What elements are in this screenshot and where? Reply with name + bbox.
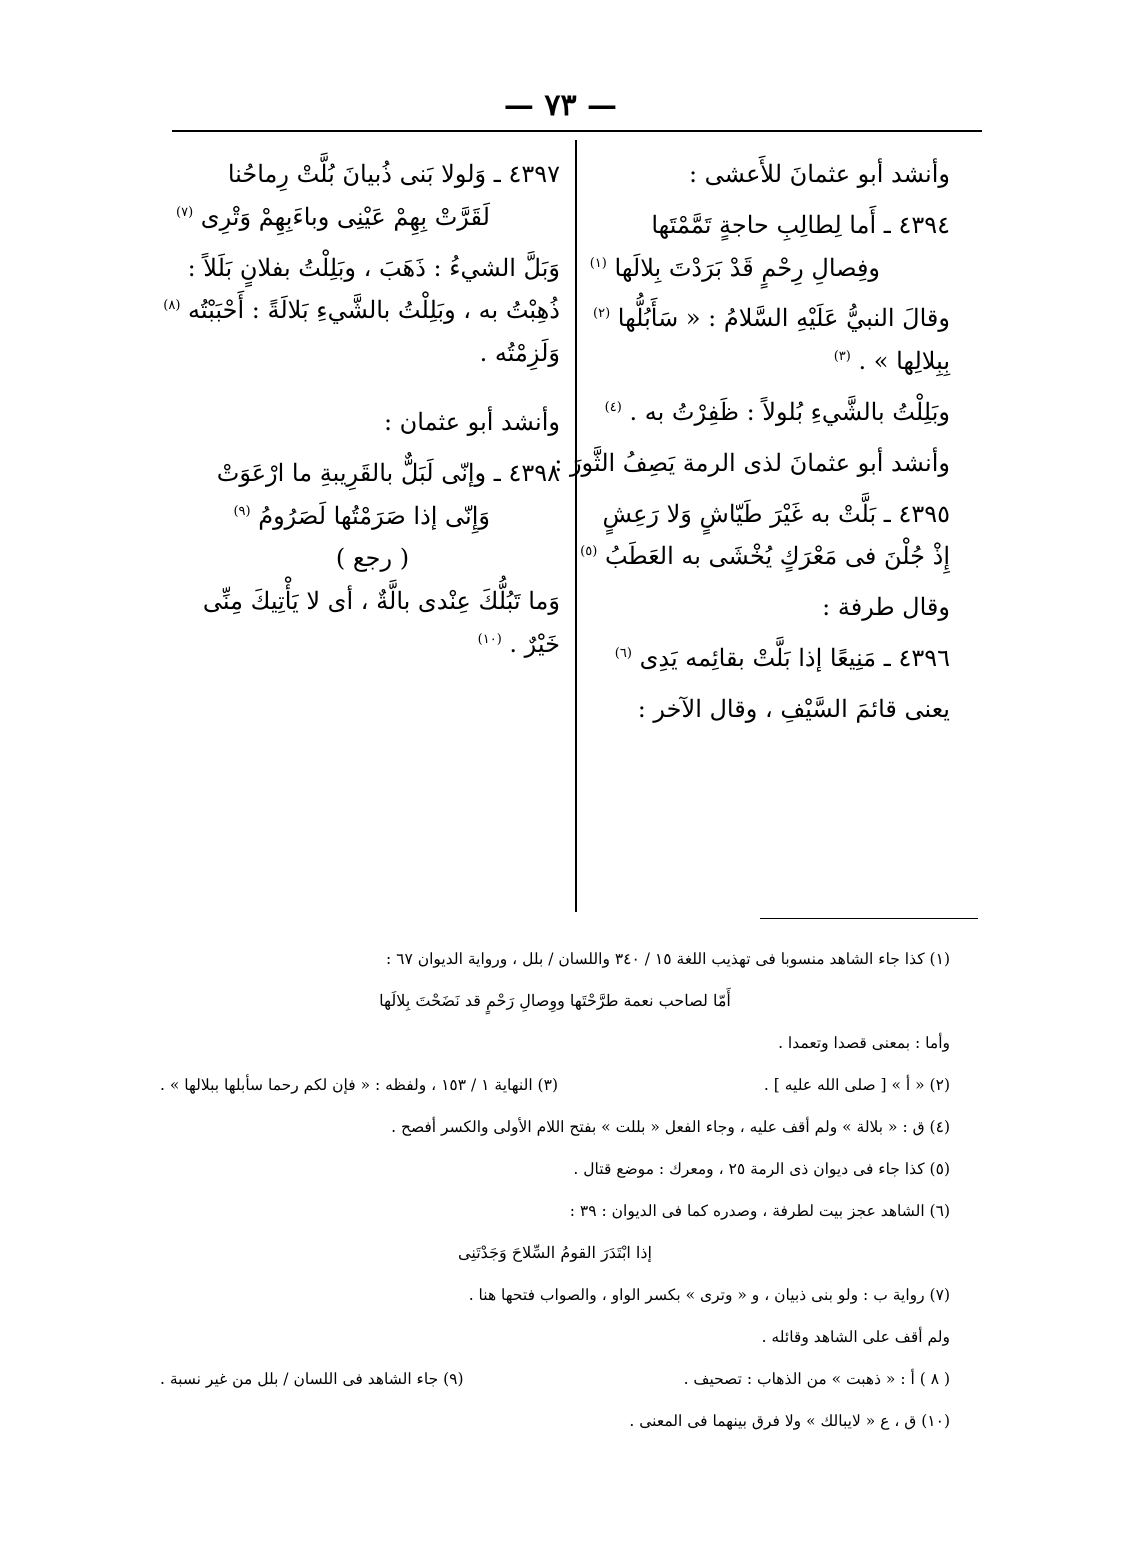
- right-column-line-text: بِبِلالِها » .: [858, 347, 950, 376]
- left-column-line: [185, 587, 560, 616]
- right-column-line: [595, 593, 950, 622]
- left-column-line-text: وأنشد أبو عثمان :: [383, 407, 560, 436]
- right-column-line: [554, 448, 950, 478]
- left-column-line-text: وَما تَبُلُّكَ عِنْدى بالَّةٌ ، أى لا يَأْتِيكَ مِنِّى: [202, 587, 560, 616]
- footnote-3: (٣) النهاية ١ / ١٥٣ ، ولفظه : « فإن لكم رحما سأبلها ببلالها » .: [160, 1076, 558, 1094]
- right-column-line-text: وقالَ النبيُّ عَلَيْهِ السَّلامُ : « سَأَبُلُّها: [617, 304, 950, 333]
- right-column-line: [595, 347, 950, 376]
- right-column-line: [595, 160, 950, 189]
- right-column-line-text: ٤٣٩٥ ـ بَلَّتْ به غَيْرَ طَيّاشٍ وَلا رَعِشٍ: [602, 499, 950, 528]
- right-column-line-text: ٤٣٩٤ ـ أَما لِطالِبِ حاجةٍ تَمَّمْتَها: [651, 210, 950, 239]
- footnote-5: (٥) كذا جاء فى ديوان ذى الرمة ٢٥ ، ومعرك : موضع قتال .: [573, 1160, 950, 1178]
- left-column-line: [163, 296, 560, 325]
- footnote-6: (٦) الشاهد عجز بيت لطرفة ، وصدره كما فى الديوان : ٣٩ :: [569, 1202, 950, 1220]
- page-number: — ٧٣ —: [503, 88, 618, 123]
- footnote-1-verse: أَمّا لصاحب نعمة طرَّحْتَها ووِصالِ رَحْمٍ قد نَضَحْتَ بِلالَها: [379, 991, 731, 1010]
- footnote-marker: (٢): [593, 306, 611, 322]
- left-column-line-text: وَإِنّى إذا صَرَمْتُها لَصَرُومُ: [258, 501, 490, 530]
- footnote-marker: (١٠): [477, 631, 502, 647]
- left-column-line-text: خَيْرٌ .: [509, 629, 560, 658]
- left-column-line: [185, 630, 560, 659]
- left-column-line-text: وَلَزِمْتُه .: [479, 339, 560, 368]
- footnote-marker: (٣): [833, 349, 851, 365]
- footnote-marker: (٩): [233, 503, 251, 519]
- right-column-line-text: وفِصالِ رِحْمٍ قَدْ بَرَدْتَ بِلالَها: [614, 253, 880, 282]
- footnote-6-verse: إذا ابْتَدَرَ القومُ السِّلاحَ وَجَدْتَنِى: [458, 1243, 652, 1262]
- right-column-line: [595, 304, 950, 333]
- footnote-10: (١٠) ق ، ع « لايبالك » ولا فرق بينهما فى المعنى .: [629, 1412, 950, 1430]
- left-column-line: [185, 160, 560, 189]
- left-column: [163, 160, 560, 659]
- footnote-marker: (٥): [580, 544, 598, 560]
- left-column-line: [185, 339, 560, 368]
- footnote-1: (١) كذا جاء الشاهد منسوبا فى تهذيب اللغة ١٥ / ٣٤٠ واللسان / بلل ، ورواية الديوان ٦٧ :: [386, 950, 950, 968]
- left-column-line: [185, 502, 560, 531]
- footnote-2: (٢) « أ » [ صلى الله عليه ] .: [763, 1076, 950, 1094]
- right-column-line-text: وأنشد أبو عثمانَ لذى الرمة يَصِفُ الثَّورَ :: [554, 448, 950, 477]
- footnote-marker: (١): [589, 255, 607, 271]
- footnote-row-2-3: [160, 1064, 950, 1106]
- header-rule: [172, 130, 982, 132]
- footnote-marker: (٧): [176, 204, 194, 220]
- footnote-9: (٩) جاء الشاهد فى اللسان / بلل من غير نسبة .: [160, 1370, 464, 1388]
- right-column-line-text: وبَلِلْتُ بالشَّيءِ بُلولاً : ظَفِرْتُ به .: [629, 397, 950, 426]
- left-column-line-text: ٤٣٩٧ ـ وَلولا بَنى ذُبيانَ بُلَّتْ رِماحُنا: [227, 160, 560, 188]
- footnote-7: (٧) رواية ب : ولو بنى ذبيان ، و « وترى » بكسر الواو ، والصواب فتحها هنا .: [468, 1286, 950, 1304]
- footnotes: [160, 938, 950, 1442]
- right-column-line: [595, 211, 950, 240]
- right-column-line: [595, 644, 950, 673]
- right-column-line-text: يعنى قائمَ السَّيْفِ ، وقال الآخر :: [637, 694, 950, 723]
- right-column-line-text: ٤٣٩٦ ـ مَنِيعًا إذا بَلَّتْ بقائِمه يَدِى: [639, 643, 950, 672]
- footnote-4: (٤) ق : « بلالة » ولم أقف عليه ، وجاء الفعل « بللت » بفتح اللام الأولى والكسر أفصح .: [391, 1118, 950, 1136]
- right-column-line: [595, 695, 950, 724]
- footnote-marker: (٤): [604, 399, 622, 415]
- left-column-line-text: ٤٣٩٨ ـ وإنّى لَبَلٌّ بالقَرِيبةِ ما ارْعَوَتْ: [216, 458, 560, 487]
- left-column-line-text: لَقَرَّتْ بِهِمْ عَيْنِى وباءَبِهِمْ وَتْرِى: [200, 202, 490, 231]
- footnote-marker: (٦): [614, 645, 632, 661]
- right-column: [554, 160, 950, 724]
- left-column-line-text: ذُهِبْتُ به ، وبَلِلْتُ بالشَّيءِ بَلالَةً : أَحْبَبْتُه: [188, 296, 560, 325]
- left-column-line: [176, 202, 560, 232]
- left-column-line: [185, 408, 560, 437]
- right-column-line-text: وأنشد أبو عثمانَ للأَعشى :: [688, 160, 950, 188]
- footnote-8: ( ٨ ) أ : « ذهبت » من الذهاب : تصحيف .: [683, 1370, 950, 1388]
- left-column-line: [185, 544, 560, 573]
- right-column-line: [580, 542, 950, 571]
- right-column-line: [595, 500, 950, 529]
- left-column-line-text: ( رجع ): [335, 544, 410, 573]
- column-divider: [575, 140, 577, 912]
- right-column-line: [595, 398, 950, 427]
- footnote-1-note: وأما : بمعنى قصدا وتعمدا .: [778, 1034, 950, 1052]
- footnote-7-note: ولم أقف على الشاهد وقائله .: [761, 1328, 950, 1346]
- right-column-line-text: وقال طرفة :: [822, 593, 950, 622]
- right-column-line: [589, 253, 950, 283]
- left-column-line-text: وَبَلَّ الشيءُ : ذَهَبَ ، وبَلِلْتُ بفلانٍ بَلَلاً :: [187, 253, 560, 282]
- left-column-line: [185, 459, 560, 488]
- footnote-row-8-9: [160, 1358, 950, 1400]
- footnote-marker: (٨): [163, 298, 181, 314]
- footnote-rule: [760, 918, 978, 919]
- left-column-line: [185, 254, 560, 283]
- right-column-line-text: إِذْ جُلْنَ فى مَعْرَكٍ يُخْشَى به العَطَبُ: [604, 542, 950, 571]
